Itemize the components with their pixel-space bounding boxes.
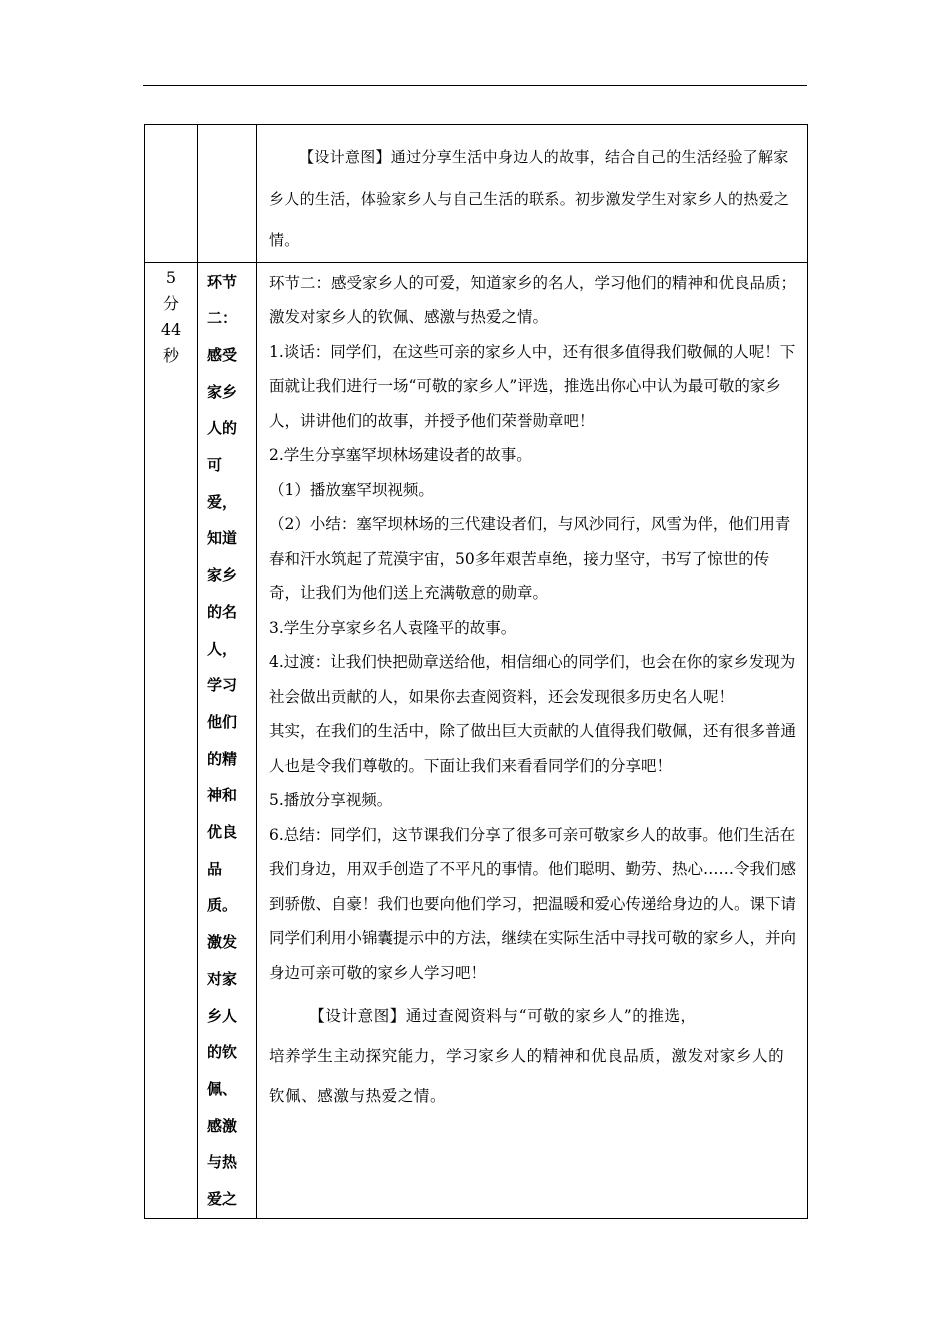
stage-line: 家乡 [207,382,238,401]
time-line: 秒 [162,345,179,365]
content-paragraph: 2.学生分享塞罕坝林场建设者的故事。 [269,446,532,464]
content-paragraph: 6.总结：同学们，这节课我们分享了很多可亲可敬家乡人的故事。他们生活在我们身边，用双手创造了不平凡的事情。他们聪明、勤劳、热心……令我们感到骄傲、自豪！我们也要向他们学习，把温暖和爱心传递给身边的人。课下请同学们利用小锦囊提示中的方法，继续在实际生活中寻找可敬的家乡人，并向身边可亲可敬的家乡人学习吧！ [269,825,797,982]
design-intent-line: 【设计意图】通过查阅资料与“可敬的家乡人”的推选， [309,1007,697,1025]
stage-line: 对家 [207,969,238,988]
design-intent-text: 【设计意图】通过分享生活中身边人的故事，结合自己的生活经验了解家乡人的生活，体验家乡人与自己生活的联系。初步激发学生对家乡人的热爱之情。 [269,148,790,249]
stage-line: 家乡 [207,566,238,585]
content-paragraph: 其实，在我们的生活中，除了做出巨大贡献的人值得我们敬佩，还有很多普通人也是令我们尊敬的。下面让我们来看看同学们的分享吧！ [269,722,797,775]
stage-line: 知道 [207,529,238,548]
time-cell-empty [145,125,198,263]
stage-line: 激发 [207,933,238,952]
content-paragraph: 环节二：感受家乡人的可爱，知道家乡的名人，学习他们的精神和优良品质；激发对家乡人的钦佩、感激与热爱之情。 [269,273,797,326]
stage-line: 神和 [207,786,238,805]
stage-line: 感激 [207,1116,238,1135]
time-line: 5 [165,267,177,287]
time-cell [145,262,198,1218]
content-paragraph: 3.学生分享家乡名人袁隆平的故事。 [269,618,517,637]
table-row [145,125,808,263]
stage-line: 爱， [207,492,238,511]
stage-line: 二： [207,309,238,328]
content-paragraph: （2）小结：塞罕坝林场的三代建设者们，与风沙同行，风雪为伴，他们用青春和汗水筑起了荒漠宇宙，50多年艰苦卓绝，接力坚守，书写了惊世的传奇，让我们为他们送上充满敬意的勋章。 [269,515,791,602]
stage-line: 环节 [207,272,238,291]
stage-line: 与热 [207,1153,238,1172]
stage-line: 乡人 [207,1006,238,1025]
stage-cell [198,262,257,1218]
content-paragraph: 4.过渡：让我们快把勋章送给他，相信细心的同学们，也会在你的家乡发现为社会做出贡献的人，如果你去查阅资料，还会发现很多历史名人呢！ [269,653,796,706]
stage-line: 的名 [207,602,238,621]
design-intent-text: 培养学生主动探究能力，学习家乡人的精神和优良品质，激发对家乡人的钦佩、感激与热爱之情。 [269,1047,785,1105]
stage-line: 优良 [207,823,238,842]
content-paragraph: 1.谈话：同学们，在这些可亲的家乡人中，还有很多值得我们敬佩的人呢！下面就让我们进行一场“可敬的家乡人”评选，推选出你心中认为最可敬的家乡人，讲讲他们的故事，并授予他们荣誉勋章吧！ [269,342,796,430]
design-intent-block [269,990,797,1116]
time-line: 44 [160,319,182,339]
stage-line: 学习 [207,676,238,695]
stage-line: 的精 [207,749,238,768]
content-paragraph: 5.播放分享视频。 [269,791,393,809]
stage-line: 佩、 [207,1079,238,1098]
stage-line: 人的 [207,419,238,438]
design-intent-cell [257,125,808,263]
stage-line: 感受 [207,345,238,364]
activity-content-cell [257,262,808,1218]
time-line: 分 [162,293,179,313]
content-paragraph: （1）播放塞罕坝视频。 [269,480,434,499]
table-row [145,262,808,1218]
lesson-plan-table [144,124,808,1219]
stage-line: 可 [207,456,223,475]
stage-line: 人， [207,639,238,658]
stage-line: 质。 [207,896,238,915]
stage-cell-empty [198,125,257,263]
header-rule [143,85,807,86]
stage-line: 品 [207,859,223,878]
stage-line: 爱之 [207,1190,238,1209]
stage-line: 他们 [207,712,238,731]
stage-line: 的钦 [207,1043,238,1062]
